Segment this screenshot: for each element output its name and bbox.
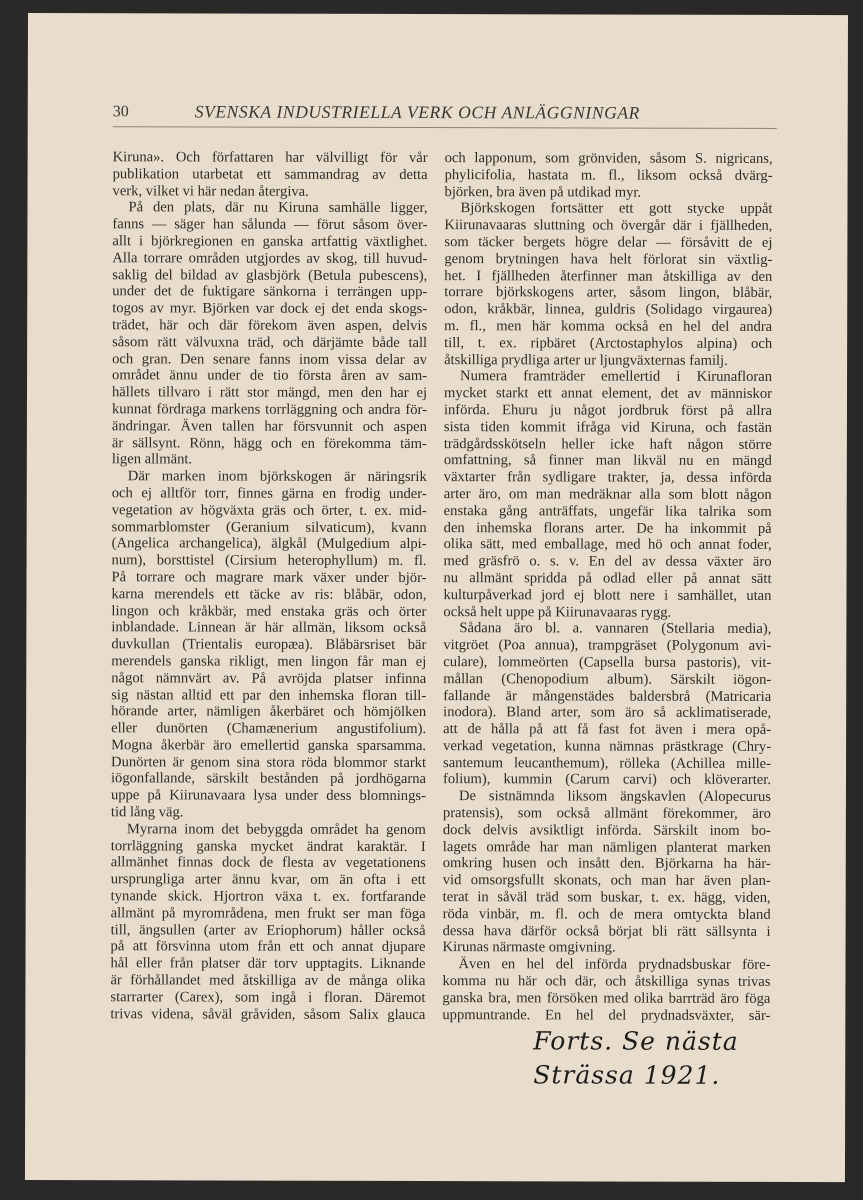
text-line: verk, vilket vi här nedan återgiva. bbox=[112, 182, 309, 200]
text-line: såsom rätt välvuxna träd, och därjämte både tall bbox=[112, 333, 428, 351]
text-line: kunnat fördraga markens torrläggning och andra för- bbox=[111, 401, 427, 418]
text-line: iögonfallande, särskilt bestånden på jordhögarna bbox=[110, 770, 427, 788]
text-line: eller dunörten (Chamænerium angustifolium). bbox=[111, 720, 427, 738]
text-line: lagets område har man nämligen planterat marken bbox=[442, 838, 771, 856]
text-line: och ej alltför torr, finnes gärna en frodig under- bbox=[111, 485, 427, 502]
text-line: omkring husen och insått den. Björkarna ha här- bbox=[442, 855, 771, 873]
text-line: Mogna åkerbär äro emellertid ganska sparsamma. bbox=[111, 737, 427, 754]
text-line: folium), kummin (Carum carvi) och klöverarter. bbox=[442, 771, 772, 789]
text-line: dock delvis avsiktligt införda. Särskilt inom bo- bbox=[442, 821, 771, 839]
running-title: SVENSKA INDUSTRIELLA VERK OCH ANLÄGGNINGAR bbox=[194, 101, 641, 123]
text-line: torrläggning ganska mycket ändrat karaktär. I bbox=[110, 837, 426, 855]
text-line: ligen allmänt. bbox=[111, 451, 193, 468]
text-line: och lapponum, som grönviden, såsom S. nigricans, bbox=[444, 150, 773, 167]
text-line: Numera framträder emellertid i Kirunafloran bbox=[460, 368, 773, 386]
text-line: På torrare och magrare mark växer under björ- bbox=[111, 569, 427, 586]
text-line: Kiruna». Och författaren har välvilligt för vår bbox=[112, 149, 428, 167]
text-line: till, ängsullen (arter av Eriophorum) håller också bbox=[110, 921, 426, 939]
text-line: trivas videna, såväl gråviden, såsom Salix glauca bbox=[110, 1005, 426, 1023]
text-line: (Angelica archangelica), älgkål (Mulgedium alpi- bbox=[111, 535, 427, 553]
text-line: terat in såväl träd som buskar, t. ex. hägg, viden, bbox=[442, 889, 771, 907]
text-line: genom brytningen hava helt förlorat sin växtlig- bbox=[444, 250, 773, 268]
handwritten-note-line: Strässa 1921. bbox=[533, 1060, 721, 1090]
text-line: införda. Ehuru ju något jordbruk först på allra bbox=[443, 402, 772, 419]
text-line: allmänt på myrområdena, men frukt ser man föga bbox=[110, 905, 426, 922]
text-line: starrarter (Carex), som ingå i floran. Däremot bbox=[110, 989, 426, 1006]
text-line: Alla torrare områden utgjordes av skog, till huvud- bbox=[112, 250, 428, 267]
text-line: allmänhet finnas dock de flesta av vegetationens bbox=[110, 854, 426, 872]
text-line: duvkullan (Trientalis europæa). Blåbärsriset bär bbox=[111, 636, 427, 654]
text-line: Kirunas närmaste omgivning. bbox=[442, 939, 616, 956]
text-line: sista tiden kommit ifråga vid Kiruna, och fastän bbox=[443, 418, 772, 436]
text-line: hällets tillvaro i rätt stor mängd, men den har ej bbox=[111, 384, 428, 402]
text-line: området ännu under de tio första åren av sam- bbox=[112, 367, 428, 385]
text-line: nu allmänt spridda på odlad eller på annat sätt bbox=[443, 570, 772, 587]
text-line: Även en hel del införda prydnadsbuskar före- bbox=[458, 956, 771, 974]
text-line: mållan (Chenopodium album). Särskilt iögon- bbox=[443, 670, 772, 688]
text-line: som täcker bergets högre delar — försåvitt de ej bbox=[444, 234, 773, 251]
text-line: odon, kråkbär, linnea, guldris (Solidago virgaurea) bbox=[444, 301, 773, 319]
text-line: att de hålla på att få fast fot även i mera opå- bbox=[443, 721, 772, 739]
text-column-right bbox=[442, 150, 772, 1024]
text-line: arter äro, om man medräknar alla som blott någon bbox=[443, 486, 772, 503]
text-line: kulturpåverkad jord ej blott nere i samhället, utan bbox=[443, 586, 772, 604]
text-line: Myrarna inom det bebyggda området ha genom bbox=[126, 821, 426, 838]
text-line: Björkskogen fortsätter ett gott stycke uppåt bbox=[460, 200, 773, 218]
text-line: verkad vegetation, kunna nämnas prästkrage (Chry- bbox=[443, 737, 772, 755]
text-line: publikation utarbetat ett sammandrag av detta bbox=[112, 166, 428, 183]
text-line: merendels ganska rikligt, men lingon får man ej bbox=[111, 653, 427, 670]
handwritten-note-line: Forts. Se nästa bbox=[533, 1026, 739, 1056]
text-line: allt i björkregionen en ganska artfattig växtlighet. bbox=[112, 233, 428, 251]
text-line: saklig del bildad av glasbjörk (Betula pubescens), bbox=[112, 266, 428, 284]
page-number: 30 bbox=[112, 103, 129, 121]
text-line: omfattning, så finner man likväl nu en mängd bbox=[443, 452, 772, 470]
text-line: växtarter från sydligare trakter, ja, dessa införda bbox=[443, 469, 772, 487]
text-column-left bbox=[110, 149, 427, 1023]
text-line: trädgårdsskötseln heller icke haft någon större bbox=[443, 435, 772, 453]
text-line: olika sätt, med emballage, med hö och annat foder, bbox=[443, 536, 772, 554]
text-line: trädet, här och där förekom även aspen, delvis bbox=[112, 317, 428, 335]
text-line: hål eller från platser där torv upptagits. Liknande bbox=[110, 955, 426, 973]
text-line: phylicifolia, hastata m. fl., liksom också dvärg- bbox=[444, 166, 773, 184]
text-line: Dunörten är genom sina stora röda blommor starkt bbox=[111, 753, 427, 771]
handwritten-note bbox=[533, 1024, 739, 1093]
text-line: på att försvinna utom från ett och annat djupare bbox=[110, 938, 426, 956]
text-line: den inhemska florans arter. De ha inkommit på bbox=[443, 519, 772, 537]
text-line: inblandade. Linnean är här allmän, liksom också bbox=[111, 619, 427, 637]
text-line: är sällsynt. Rönn, hägg och en förekomma täm- bbox=[111, 434, 427, 452]
text-line: enstaka gång anträffats, ungefär lika talrika som bbox=[443, 502, 772, 520]
text-line: ursprungliga arter ännu kvar, om än ofta i ett bbox=[110, 871, 426, 889]
text-line: björken, bra även på utdikad myr. bbox=[444, 183, 642, 201]
text-line: är förhållandet med åtskilliga av de många olika bbox=[110, 972, 426, 990]
text-line: pratensis), som också allmänt förekommer, äro bbox=[442, 805, 771, 823]
text-line: och gran. Den senare fanns inom vissa delar av bbox=[112, 350, 428, 368]
text-line: tid lång väg. bbox=[110, 804, 184, 821]
text-line: Kiirunavaaras sluttning och övergår där i fjällheden, bbox=[444, 217, 773, 235]
text-line: vegetation av högväxta gräs och örter, t. ex. mid- bbox=[111, 501, 427, 519]
text-line: också helt uppe på Kiirunavaaras rygg. bbox=[443, 603, 672, 621]
text-line: Sådana äro bl. a. vannaren (Stellaria media), bbox=[459, 620, 772, 638]
text-line: sig nästan alltid ett par den inhemska floran till- bbox=[111, 686, 427, 704]
text-line: num), borsttistel (Cirsium heterophyllum) m. fl. bbox=[111, 552, 427, 570]
text-line: Där marken inom björkskogen är näringsrik bbox=[127, 468, 427, 486]
text-line: het. I fjällheden återfinner man åtskilliga av den bbox=[444, 267, 773, 285]
text-line: något nämnvärt av. På avröjda platser infinna bbox=[111, 669, 427, 687]
text-line: inodora). Bland arter, som äro så acklimatiserade, bbox=[443, 704, 772, 722]
text-line: ganska bra, men försöken med olika barrträd äro föga bbox=[442, 989, 771, 1007]
text-line: karna merendels ett täcke av ris: blåbär, odon, bbox=[111, 585, 427, 603]
text-line: med gräsfrö o. s. v. En del av dessa växter äro bbox=[443, 553, 772, 571]
text-line: under det de fuktigare sänkorna i terrängen upp- bbox=[112, 283, 428, 301]
text-line: sommarblomster (Geranium silvaticum), kvann bbox=[111, 518, 427, 536]
text-line: fanns — säger han sålunda — förut såsom över- bbox=[112, 216, 428, 234]
text-line: togos av myr. Björken var dock ej det enda skogs- bbox=[112, 300, 428, 318]
text-line: vitgröet (Poa annua), trampgräset (Polygonum avi- bbox=[443, 637, 772, 655]
text-line: mycket starkt ett annat element, det av människor bbox=[443, 385, 773, 403]
text-line: åtskilliga prydliga arter ur ljungväxternas familj. bbox=[444, 351, 728, 369]
text-line: lingon och kråkbär, med enstaka gräs och örter bbox=[111, 602, 427, 620]
text-line: tynande skick. Hjortron växa t. ex. fortfarande bbox=[110, 888, 426, 906]
page-sheet bbox=[25, 13, 848, 1182]
text-line: De sistnämnda liksom ängskavlen (Alopecurus bbox=[458, 788, 771, 806]
text-line: uppmuntrande. En hel del prydnadsväxter, sär- bbox=[442, 1006, 771, 1024]
text-line: culare), lommeörten (Capsella bursa pastoris), vit- bbox=[443, 653, 772, 671]
running-head bbox=[113, 101, 777, 127]
text-line: torrare björkskogens arter, såsom lingon, blåbär, bbox=[444, 284, 773, 302]
text-line: dessa hava därför också börjat bli rätt sällsynta i bbox=[442, 922, 771, 940]
text-line: hörande arter, nämligen åkerbäret och hömjölken bbox=[111, 703, 427, 721]
text-line: m. fl., men här komma också en hel del andra bbox=[444, 318, 773, 335]
text-line: ändringar. Även tallen har försvunnit och aspen bbox=[111, 417, 427, 435]
text-line: röda vinbär, m. fl. och de mera omtyckta bland bbox=[442, 905, 771, 923]
text-line: På den plats, där nu Kiruna samhälle ligger, bbox=[128, 199, 428, 217]
text-line: vid omsorgsfullt skonats, och man har även plan- bbox=[442, 872, 771, 890]
text-line: uppe på Kiirunavaara lysa under dess blomnings- bbox=[110, 787, 426, 805]
text-line: till, t. ex. ripbäret (Arctostaphylos alpina) och bbox=[444, 334, 773, 352]
text-line: fallande är mångenstädes baldersbrå (Matricaria bbox=[443, 687, 772, 705]
text-line: santemum leucanthemum), rölleka (Achillea mille- bbox=[443, 754, 772, 772]
text-line: komma nu här och där, och åtskilliga synas trivas bbox=[442, 973, 771, 990]
